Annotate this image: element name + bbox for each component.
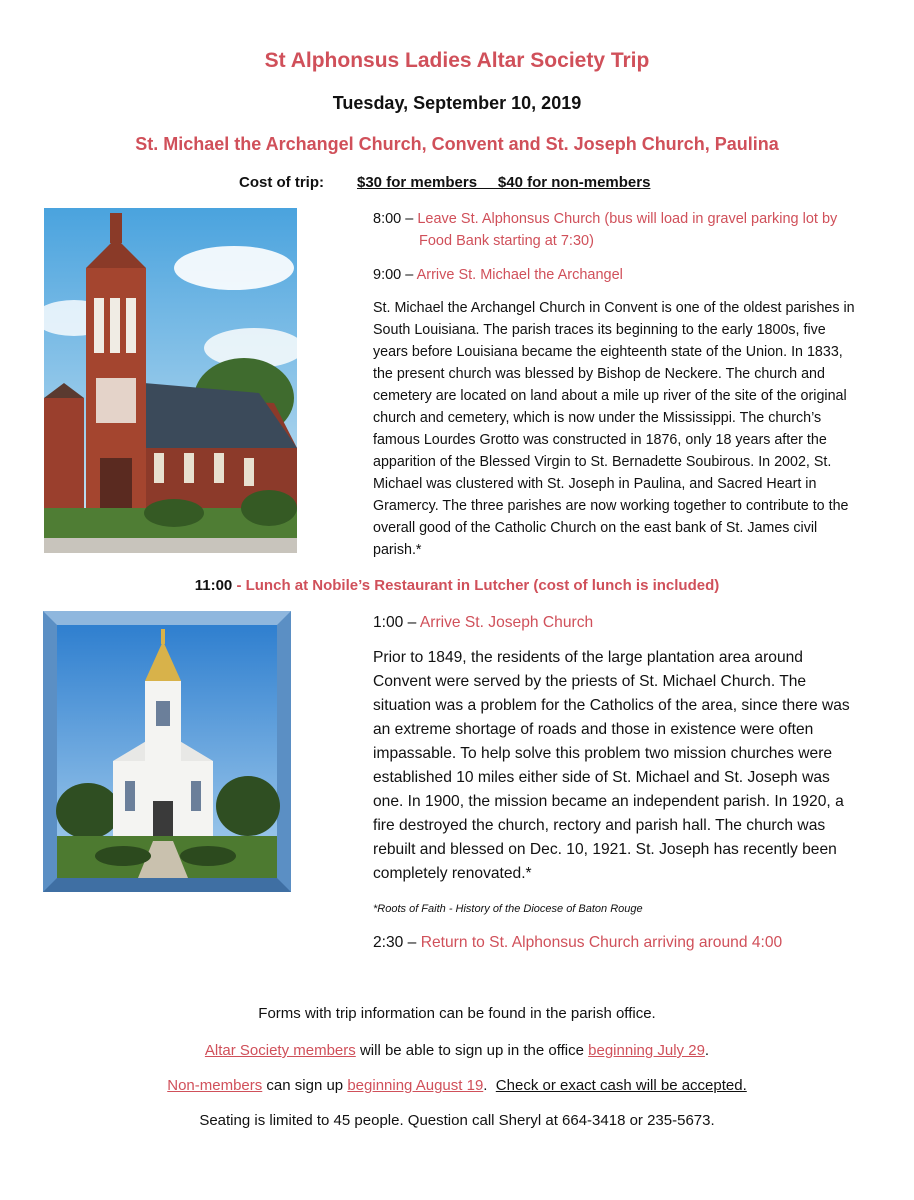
schedule-item-return <box>373 932 863 954</box>
schedule-item-arrive-michael <box>373 264 863 286</box>
schedule-time: 2:30 – <box>373 934 417 951</box>
non-members-link: Non-members <box>167 1077 263 1094</box>
members-end: . <box>704 1042 710 1059</box>
non-members-signup <box>0 1077 914 1094</box>
schedule-text: - Lunch at Nobile’s Restaurant in Lutcher (cost of lunch is included) <box>232 577 720 594</box>
schedule-time: 8:00 – <box>373 211 414 227</box>
source-note: *Roots of Faith - History of the Diocese of Baton Rouge <box>373 903 643 915</box>
schedule-time: 9:00 – <box>373 267 414 283</box>
cost-label: Cost of trip: <box>239 174 324 191</box>
schedule-text: Return to St. Alphonsus Church arriving around 4:00 <box>420 934 783 951</box>
schedule-text: Arrive St. Michael the Archangel <box>416 267 623 283</box>
st-joseph-church-photo <box>43 611 291 892</box>
st-michael-history-paragraph: St. Michael the Archangel Church in Convent is one of the oldest parishes in South Louisiana. The parish traces its beginning to the early 1800s, five years before Louisiana became the eighteenth state of the Union. In 1833, the present church was blessed by Bishop de Neckere. The church and cemetery are located on land about a mile up river of the site of the original church and cemetery, which is now under the Mississippi. The church’s famous Lourdes Grotto was constructed in 1876, only 18 years after the apparition of the Blessed Virgin to St. Bernadette Soubirous. In 2002, St. Michael was clustered with St. Joseph in Paulina, and Sacred Heart in Gramercy. The three parishes are now working together to contribute to the overall good of the Catholic Church on the east bank of St. James civil parish.* <box>373 300 855 558</box>
st-michael-church-photo <box>44 208 297 553</box>
cost-value: $30 for members $40 for non-members <box>357 174 651 191</box>
forms-info: Forms with trip information can be found in the parish office. <box>258 1005 656 1022</box>
schedule-text: Leave St. Alphonsus Church (bus will load in gravel parking lot by <box>417 211 838 227</box>
seating-contact: Seating is limited to 45 people. Question call Sheryl at 664-3418 or 235-5673. <box>199 1112 715 1129</box>
flyer-title: St Alphonsus Ladies Altar Society Trip <box>264 49 650 72</box>
non-members-sep: . <box>483 1077 496 1094</box>
schedule-item-arrive-joseph <box>373 612 863 634</box>
schedule-item-leave <box>373 208 863 252</box>
schedule-item-lunch <box>0 577 914 594</box>
schedule-time: 1:00 – <box>373 614 417 631</box>
trip-destinations: St. Michael the Archangel Church, Convent and St. Joseph Church, Paulina <box>135 134 779 154</box>
schedule-time: 11:00 <box>194 577 233 594</box>
members-text: will be able to sign up in the office <box>355 1042 589 1059</box>
trip-date: Tuesday, September 10, 2019 <box>332 93 582 113</box>
payment-note: Check or exact cash will be accepted. <box>495 1077 747 1094</box>
st-joseph-history-paragraph: Prior to 1849, the residents of the large plantation area around Convent were served by the priests of St. Michael Church. The situation was a problem for the Catholics of the area, since there was an extreme shortage of roads and those in existence were often impassable. To help solve this problem two mission churches were established 10 miles either side of St. Michael and St. Joseph was one. In 1900, the mission became an independent parish. In 1920, a fire destroyed the church, rectory and parish hall. The church was rebuilt and blessed on Dec. 10, 1921. St. Joseph has recently been completely renovated.* <box>373 649 850 882</box>
members-signup <box>0 1042 914 1059</box>
members-date: beginning July 29 <box>588 1042 705 1059</box>
schedule-text: Arrive St. Joseph Church <box>419 614 594 631</box>
non-members-date: beginning August 19 <box>347 1077 484 1094</box>
non-members-text: can sign up <box>262 1077 348 1094</box>
members-link: Altar Society members <box>204 1042 356 1059</box>
schedule-text-cont: Food Bank starting at 7:30) <box>419 233 594 249</box>
